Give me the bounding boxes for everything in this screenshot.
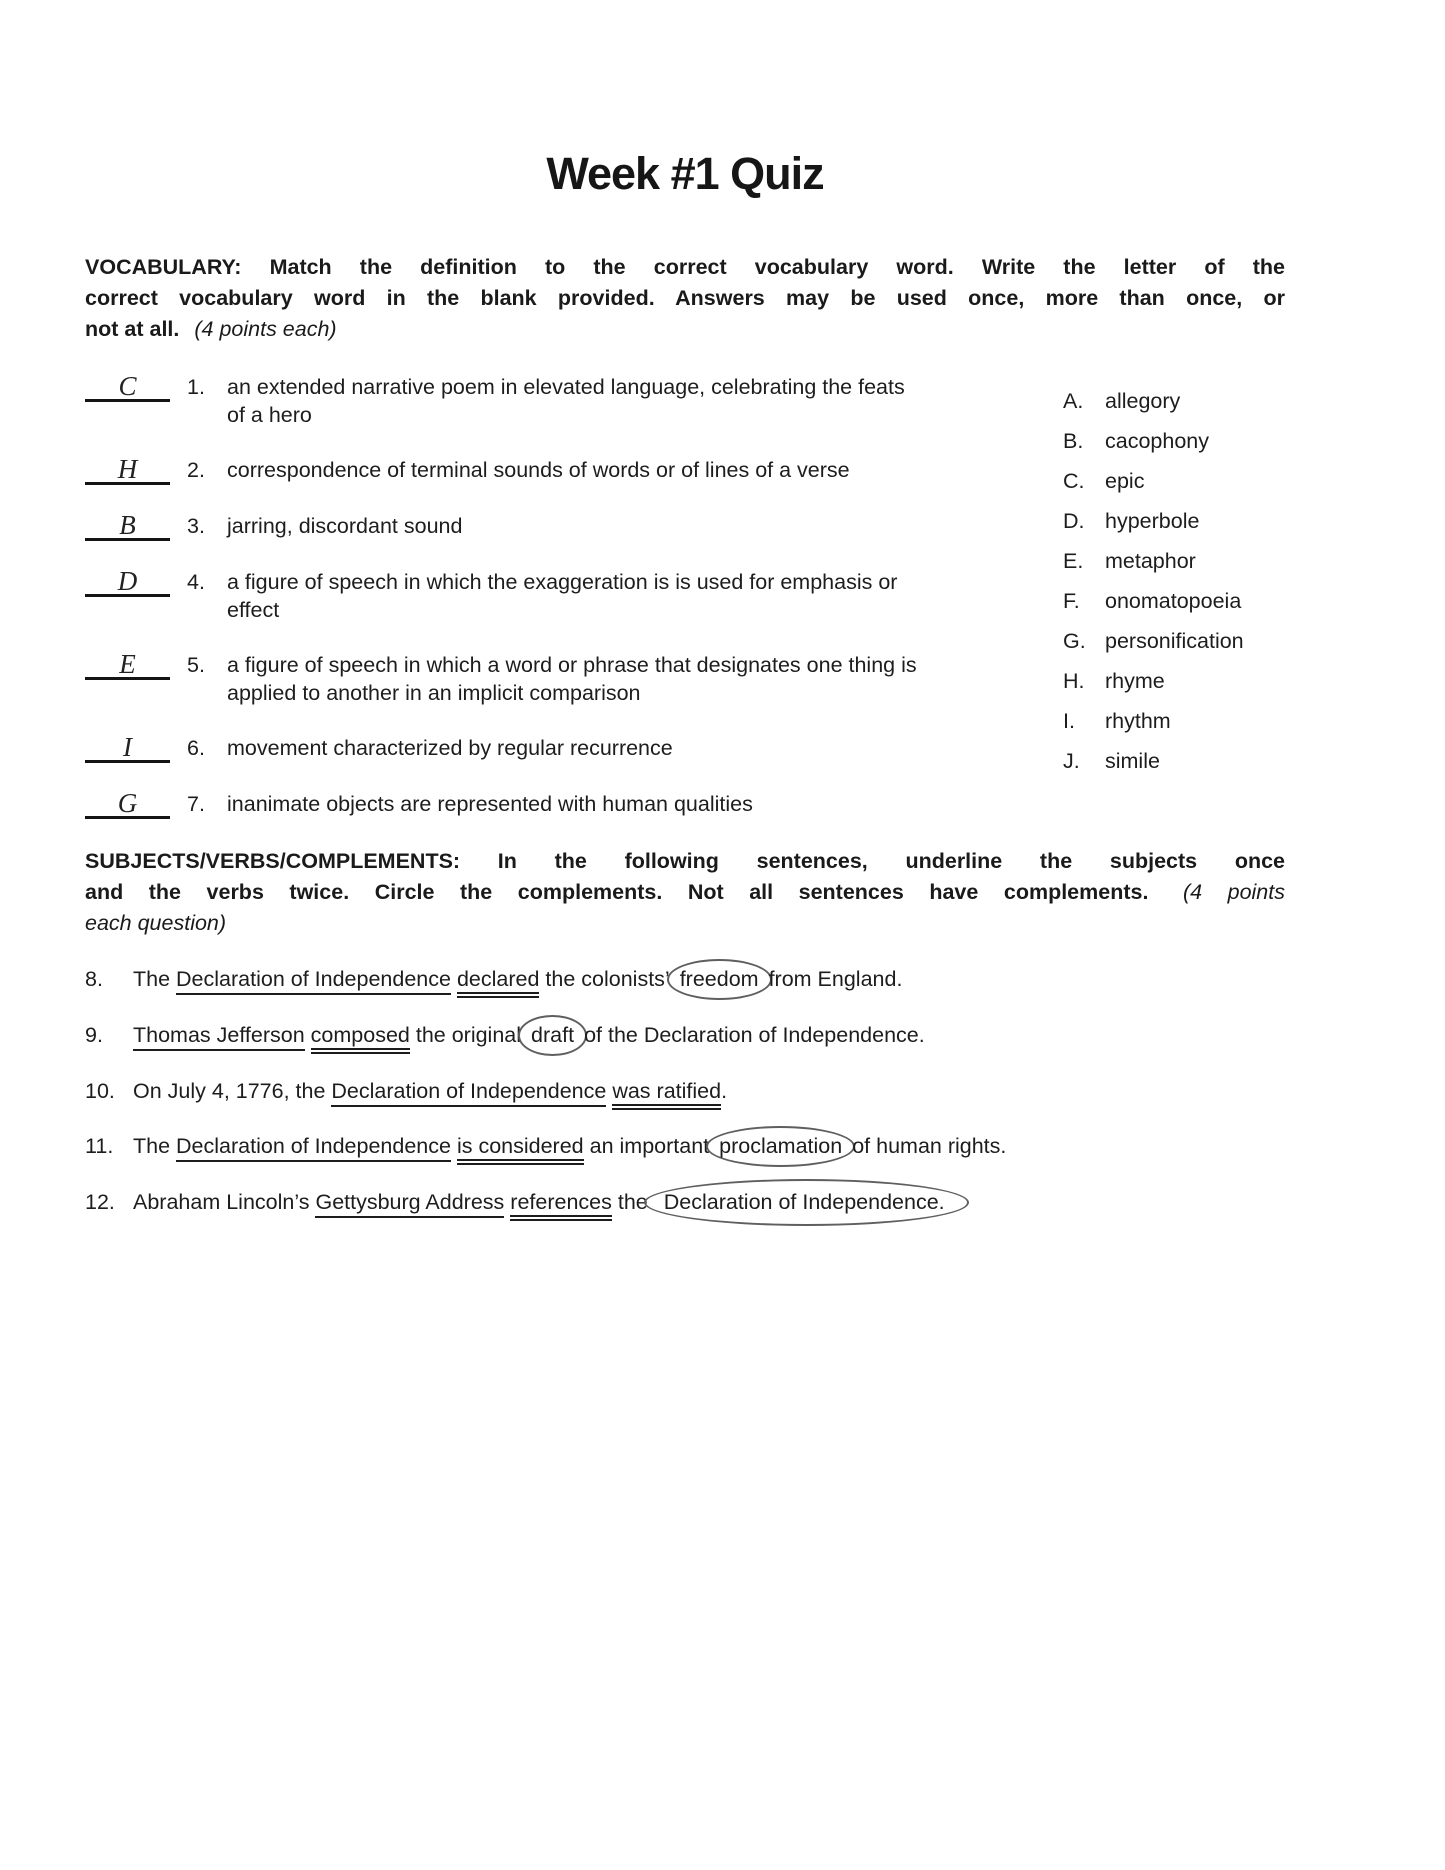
word-bank-item-f — [1063, 587, 1285, 615]
sentence-segment — [305, 1023, 311, 1047]
sentence-segment: of the Declaration of Independence. — [584, 1022, 925, 1047]
question-definition-2 — [227, 456, 885, 484]
sentence-row-10 — [85, 1077, 1285, 1105]
answer-blank-1 — [85, 370, 170, 402]
verb-underline: declared — [457, 967, 539, 998]
verb-underline: was ratified — [612, 1079, 721, 1110]
word-bank-item-j — [1063, 747, 1285, 775]
complement-circle: proclamation — [706, 1126, 855, 1167]
word-bank-item-e — [1063, 547, 1285, 575]
question-number-5: 5. — [187, 652, 205, 677]
sentence-segment: of human rights. — [852, 1133, 1007, 1158]
sentence-number-10: 10. — [85, 1078, 115, 1103]
word-bank-word: personification — [1105, 628, 1244, 653]
svc-instructions-line2-bold: and the verbs twice. Circle the complements. Not all sentences have complements. — [85, 879, 1149, 904]
word-bank-letter: I. — [1063, 708, 1075, 733]
word-bank-letter: B. — [1063, 428, 1084, 453]
word-bank-word: allegory — [1105, 388, 1181, 413]
svc-instructions-line1: SUBJECTS/VERBS/COMPLEMENTS: In the following sentences, underline the subjects once — [85, 848, 1285, 873]
sentence-segment: The — [133, 966, 177, 991]
definition-line: inanimate objects are represented with human qualities — [227, 791, 753, 816]
definition-line: correspondence of terminal sounds of words or of lines of a verse — [227, 457, 850, 482]
definition-line: jarring, discordant sound — [227, 513, 463, 538]
vocab-question-row-5 — [85, 648, 917, 707]
vocab-question-row-3 — [85, 509, 885, 541]
question-number-7: 7. — [187, 791, 205, 816]
question-number-4: 4. — [187, 569, 205, 594]
answer-letter-2: H — [117, 453, 138, 484]
word-bank-letter: H. — [1063, 668, 1085, 693]
sentence-text-10 — [133, 1077, 1285, 1105]
vocabulary-instructions-line1: VOCABULARY: Match the definition to the correct vocabulary word. Write the letter of the — [85, 254, 1285, 279]
sentence-row-12 — [85, 1188, 1285, 1216]
definition-line: effect — [227, 597, 280, 622]
verb-underline: composed — [311, 1023, 410, 1054]
word-bank-word: rhyme — [1105, 668, 1165, 693]
question-number-2: 2. — [187, 457, 205, 482]
definition-line: of a hero — [227, 402, 312, 427]
question-number-6: 6. — [187, 735, 205, 760]
word-bank-letter: F. — [1063, 588, 1080, 613]
word-bank-item-g — [1063, 627, 1285, 655]
definition-line: applied to another in an implicit comparison — [227, 680, 641, 705]
vocab-question-row-4 — [85, 565, 898, 624]
word-bank — [1063, 373, 1285, 846]
svc-instructions-line2 — [85, 877, 1285, 908]
word-bank-letter: G. — [1063, 628, 1086, 653]
vocabulary-instructions-line3-bold: not at all. — [85, 316, 180, 341]
word-bank-word: cacophony — [1105, 428, 1209, 453]
sentence-row-8 — [85, 965, 1285, 994]
sentence-text-11 — [133, 1132, 1285, 1161]
word-bank-letter: J. — [1063, 748, 1080, 773]
complement-circle: draft — [518, 1015, 587, 1056]
sentence-text-9 — [133, 1021, 1285, 1050]
question-definition-1 — [227, 373, 905, 429]
svc-instructions-line3 — [85, 908, 1285, 939]
question-number-3: 3. — [187, 513, 205, 538]
vocabulary-question-list — [85, 370, 917, 846]
word-bank-item-a — [1063, 387, 1285, 415]
subject-underline: Gettysburg Address — [315, 1190, 504, 1218]
definition-line: a figure of speech in which the exaggeration is is used for emphasis or — [227, 569, 898, 594]
answer-blank-5 — [85, 648, 170, 680]
vocab-question-row-1 — [85, 370, 905, 429]
answer-blank-6 — [85, 731, 170, 763]
svc-points-note-start: (4 points — [1182, 879, 1285, 904]
sentence-row-9 — [85, 1021, 1285, 1050]
subject-underline: Declaration of Independence — [331, 1079, 606, 1107]
question-definition-3 — [227, 512, 885, 540]
sentence-segment: The — [133, 1133, 177, 1158]
sentence-segment: . — [721, 1078, 728, 1103]
sentence-segment: the — [611, 1189, 648, 1214]
vocab-question-row-2 — [85, 453, 885, 485]
question-number-1: 1. — [187, 374, 205, 399]
answer-letter-6: I — [123, 731, 132, 762]
definition-line: a figure of speech in which a word or phrase that designates one thing is — [227, 652, 917, 677]
page-title: Week #1 Quiz — [546, 148, 824, 199]
word-bank-word: metaphor — [1105, 548, 1196, 573]
sentence-number-11: 11. — [85, 1133, 114, 1158]
vocab-question-row-7 — [85, 787, 885, 819]
word-bank-letter: C. — [1063, 468, 1085, 493]
sentence-segment: the colonists’ — [539, 966, 670, 991]
word-bank-letter: E. — [1063, 548, 1084, 573]
sentence-text-8 — [133, 965, 1285, 994]
question-definition-7 — [227, 790, 885, 818]
word-bank-word: rhythm — [1105, 708, 1171, 733]
svc-points-note-end: each question) — [85, 910, 227, 935]
answer-letter-1: C — [118, 370, 137, 401]
vocabulary-section — [85, 370, 1285, 846]
sentence-text-12 — [133, 1188, 1285, 1216]
answer-blank-3 — [85, 509, 170, 541]
word-bank-word: onomatopoeia — [1105, 588, 1242, 613]
complement-circle: freedom — [667, 959, 772, 1000]
vocabulary-instructions-line3 — [85, 314, 1285, 345]
complement-circle: Declaration of Independence. — [644, 1179, 969, 1226]
question-definition-4 — [227, 568, 897, 624]
word-bank-word: epic — [1105, 468, 1145, 493]
word-bank-item-b — [1063, 427, 1285, 455]
definition-line: an extended narrative poem in elevated language, celebrating the feats — [227, 374, 905, 399]
vocabulary-instructions-line2: correct vocabulary word in the blank provided. Answers may be used once, more than once, or — [85, 285, 1285, 310]
answer-blank-4 — [85, 565, 170, 597]
word-bank-item-h — [1063, 667, 1285, 695]
sentence-segment: the original — [409, 1022, 522, 1047]
answer-letter-3: B — [119, 509, 136, 540]
answer-letter-5: E — [119, 648, 136, 679]
sentence-number-8: 8. — [85, 966, 103, 991]
svc-sentence-list — [85, 965, 1285, 1216]
sentence-number-12: 12. — [85, 1189, 115, 1214]
sentence-segment: Abraham Lincoln’s — [133, 1189, 316, 1214]
subject-underline: Thomas Jefferson — [133, 1023, 305, 1051]
word-bank-word: hyperbole — [1105, 508, 1200, 533]
vocab-question-row-6 — [85, 731, 885, 763]
subject-underline: Declaration of Independence — [176, 967, 451, 995]
word-bank-letter: D. — [1063, 508, 1085, 533]
sentence-segment: On July 4, 1776, the — [133, 1078, 332, 1103]
word-bank-item-d — [1063, 507, 1285, 535]
sentence-segment: from England. — [768, 966, 903, 991]
vocabulary-points-note: (4 points each) — [194, 316, 337, 341]
answer-letter-4: D — [117, 565, 138, 596]
question-definition-6 — [227, 734, 885, 762]
word-bank-item-i — [1063, 707, 1285, 735]
subject-underline: Declaration of Independence — [176, 1134, 451, 1162]
svc-instructions — [85, 846, 1285, 939]
verb-underline: references — [510, 1190, 612, 1221]
question-definition-5 — [227, 651, 917, 707]
definition-line: movement characterized by regular recurrence — [227, 735, 673, 760]
sentence-segment: an important — [583, 1133, 710, 1158]
answer-blank-2 — [85, 453, 170, 485]
sentence-number-9: 9. — [85, 1022, 103, 1047]
vocabulary-instructions — [85, 252, 1285, 345]
answer-blank-7 — [85, 787, 170, 819]
sentence-row-11 — [85, 1132, 1285, 1161]
verb-underline: is considered — [457, 1134, 584, 1165]
word-bank-item-c — [1063, 467, 1285, 495]
word-bank-word: simile — [1105, 748, 1160, 773]
word-bank-letter: A. — [1063, 388, 1084, 413]
answer-letter-7: G — [117, 787, 138, 818]
